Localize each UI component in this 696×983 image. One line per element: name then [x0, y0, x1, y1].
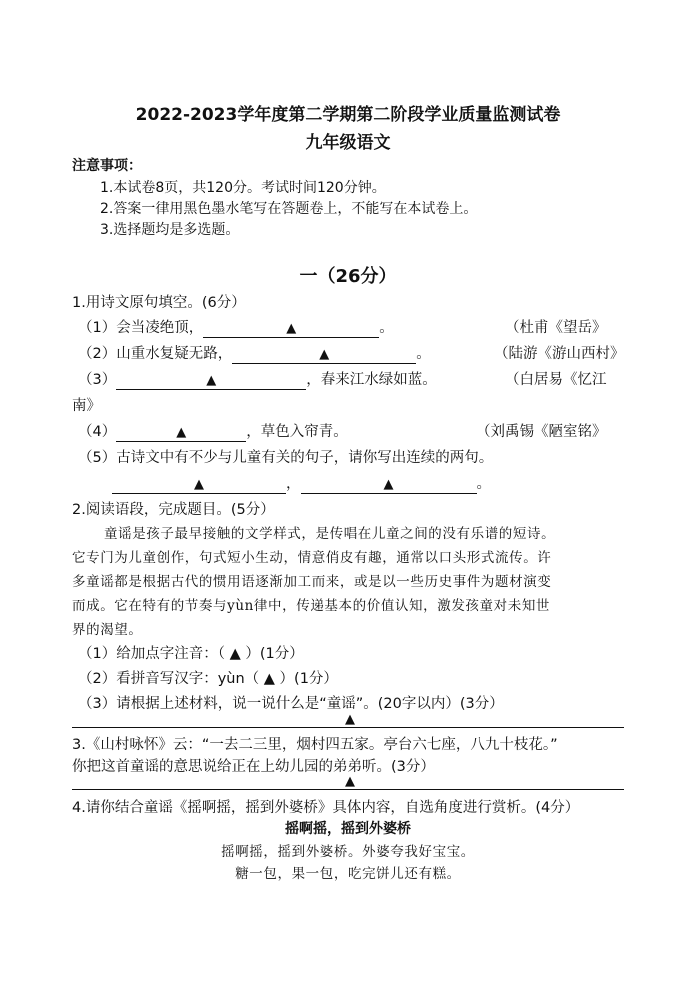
item-number: （5） — [78, 450, 117, 466]
q2-sub-1: （1）给加点字注音：（ ▲ ）(1分） — [78, 646, 304, 662]
answer-blank[interactable] — [203, 321, 379, 338]
q1-item-5-blanks — [112, 472, 491, 494]
triangle-marker-icon: ▲ — [345, 712, 355, 727]
poem-line: 糖一包，果一包，吃完饼儿还有糕。 — [235, 866, 461, 882]
answer-blank[interactable] — [112, 477, 286, 494]
verse-text: ，春来江水绿如蓝。 — [306, 372, 437, 388]
answer-line[interactable] — [72, 727, 624, 728]
triangle-marker-icon: ▲ — [194, 477, 204, 492]
passage-line: 多童谣都是根据古代的惯用语逐渐加工而来，或是以一些历史事件为题材演变 — [72, 574, 552, 590]
question-3-text: 你把这首童谣的意思说给正在上幼儿园的弟弟听。(3分） — [72, 759, 435, 775]
triangle-marker-icon: ▲ — [319, 347, 330, 362]
separator: ， — [286, 476, 301, 492]
q1-item-2 — [78, 342, 431, 364]
item-text: 古诗文中有不少与儿童有关的句子，请你写出连续的两句。 — [116, 450, 494, 466]
poem-title: 摇啊摇，摇到外婆桥 — [285, 821, 411, 837]
poem-source: （刘禹锡《陋室铭》 — [476, 424, 607, 440]
exam-title: 2022-2023学年度第二学期第二阶段学业质量监测试卷 — [135, 105, 561, 125]
q1-item-4 — [78, 420, 348, 442]
passage-line: 界的渴望。 — [72, 622, 143, 638]
verse-text: 会当凌绝顶， — [116, 320, 204, 336]
poem-line: 摇啊摇，摇到外婆桥。外婆夸我好宝宝。 — [221, 844, 475, 860]
triangle-marker-icon: ▲ — [383, 477, 394, 492]
answer-line[interactable] — [72, 789, 624, 790]
q1-item-1 — [78, 316, 394, 338]
question-2-stem: 2.阅读语段，完成题目。(5分） — [72, 502, 275, 518]
question-3-text: 3.《山村咏怀》云：“一去二三里，烟村四五家。亭台六七座，八九十枝花。” — [72, 737, 558, 753]
item-number: （2） — [78, 346, 117, 362]
notice-item: 2.答案一律用黑色墨水笔写在答题卷上，不能写在本试卷上。 — [100, 201, 478, 217]
passage-line: 而成。它在特有的节奏与yùn律中，传递基本的价值认知，激发孩童对未知世 — [72, 598, 551, 614]
verse-end: 。 — [416, 346, 431, 362]
answer-blank[interactable] — [116, 373, 306, 390]
q1-item-3 — [78, 368, 437, 390]
answer-blank[interactable] — [232, 347, 416, 364]
exam-subtitle: 九年级语文 — [305, 133, 391, 153]
q2-sub-3: （3）请根据上述材料，说一说什么是“童谣”。(20字以内）(3分） — [78, 696, 504, 712]
poem-source: （杜甫《望岳》 — [505, 320, 607, 336]
end-mark: 。 — [476, 476, 491, 492]
section-title: 一（26分） — [299, 266, 397, 287]
passage-line: 童谣是孩子最早接触的文学样式，是传唱在儿童之间的没有乐谱的短诗。 — [104, 526, 556, 542]
poem-source: （白居易《忆江 — [505, 372, 607, 388]
item-number: （1） — [78, 320, 117, 336]
poem-source: （陆游《游山西村》 — [494, 346, 625, 362]
answer-blank[interactable] — [301, 477, 477, 494]
q2-sub-2: （2）看拼音写汉字：yùn（ ▲ ）(1分） — [78, 671, 338, 687]
notice-item: 1.本试卷8页，共120分。考试时间120分钟。 — [100, 180, 386, 196]
notice-heading: 注意事项： — [72, 158, 142, 174]
notice-item: 3.选择题均是多选题。 — [100, 222, 240, 238]
answer-blank[interactable] — [116, 425, 246, 442]
triangle-marker-icon: ▲ — [286, 321, 297, 336]
triangle-marker-icon: ▲ — [345, 774, 355, 789]
verse-text: ，草色入帘青。 — [246, 424, 348, 440]
passage-line: 它专门为儿童创作，句式短小生动，情意俏皮有趣，通常以口头形式流传。许 — [72, 550, 552, 566]
question-1-stem: 1.用诗文原句填空。(6分） — [72, 295, 246, 311]
triangle-marker-icon: ▲ — [176, 425, 187, 440]
triangle-marker-icon: ▲ — [206, 373, 217, 388]
verse-end: 。 — [379, 320, 394, 336]
verse-text: 山重水复疑无路， — [116, 346, 233, 362]
question-4-stem: 4.请你结合童谣《摇啊摇，摇到外婆桥》具体内容，自选角度进行赏析。(4分） — [72, 800, 580, 816]
poem-source-continued: 南》 — [72, 398, 101, 414]
item-number: （4） — [78, 424, 117, 440]
item-number: （3） — [78, 372, 117, 388]
q1-item-5 — [78, 446, 493, 467]
